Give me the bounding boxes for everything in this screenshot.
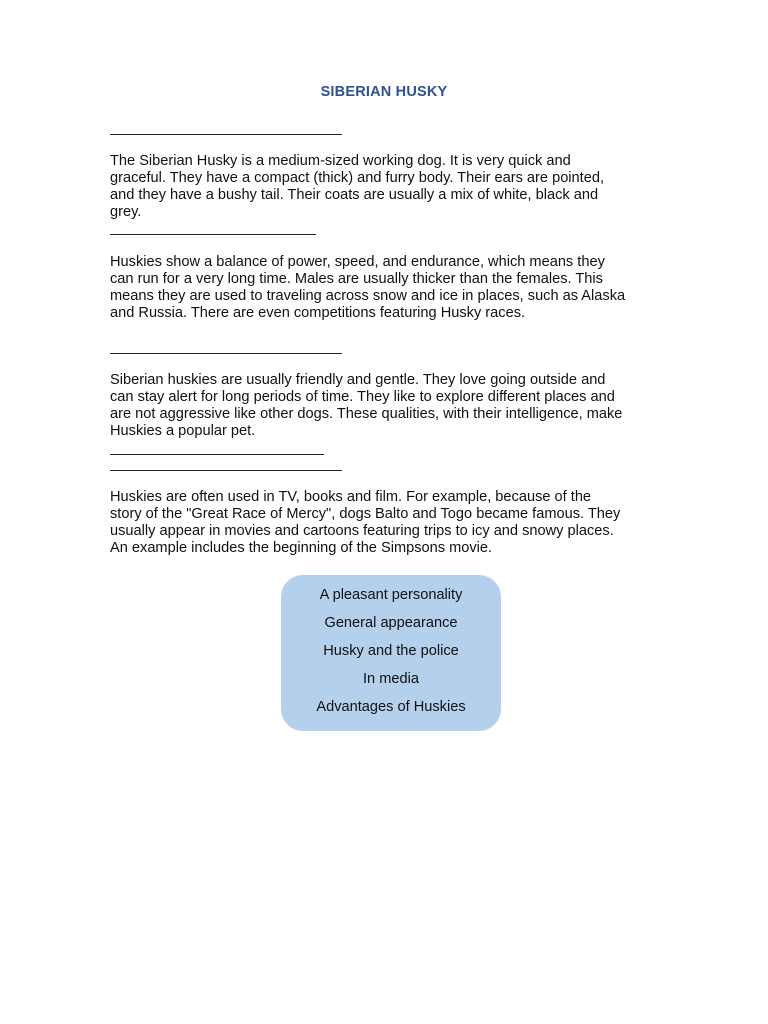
word-bank-item: General appearance — [324, 615, 458, 631]
heading-blank-4 — [110, 454, 324, 455]
paragraph-2 — [110, 254, 670, 322]
paragraph-1 — [110, 153, 670, 221]
word-bank-box — [281, 575, 501, 731]
word-bank-item: A pleasant personality — [319, 587, 463, 603]
paragraph-line: Huskies a popular pet. — [110, 423, 256, 439]
paragraph-line: story of the "Great Race of Mercy", dogs Balto and Togo became famous. They — [110, 506, 621, 522]
paragraph-line: are not aggressive like other dogs. These qualities, with their intelligence, make — [110, 406, 623, 422]
paragraph-line: usually appear in movies and cartoons featuring trips to icy and snowy places. — [110, 523, 614, 539]
heading-blank-3 — [110, 353, 342, 354]
paragraph-line: graceful. They have a compact (thick) and furry body. Their ears are pointed, — [110, 170, 605, 186]
paragraph-line: Huskies show a balance of power, speed, and endurance, which means they — [110, 254, 605, 270]
word-bank-item: Advantages of Huskies — [316, 699, 466, 715]
paragraph-line: can run for a very long time. Males are usually thicker than the females. This — [110, 271, 603, 287]
document-title: SIBERIAN HUSKY — [320, 84, 448, 100]
word-bank-item: In media — [363, 671, 419, 687]
paragraph-line: The Siberian Husky is a medium-sized working dog. It is very quick and — [110, 153, 571, 169]
heading-blank-5 — [110, 470, 342, 471]
paragraph-line: grey. — [110, 204, 142, 220]
paragraph-line: An example includes the beginning of the Simpsons movie. — [110, 540, 493, 556]
heading-blank-2 — [110, 234, 316, 235]
paragraph-3 — [110, 372, 670, 440]
heading-blank-1 — [110, 134, 342, 135]
paragraph-line: and they have a bushy tail. Their coats are usually a mix of white, black and — [110, 187, 599, 203]
word-bank-item: Husky and the police — [323, 643, 459, 659]
paragraph-4 — [110, 489, 670, 557]
paragraph-line: Siberian huskies are usually friendly and gentle. They love going outside and — [110, 372, 606, 388]
paragraph-line: and Russia. There are even competitions featuring Husky races. — [110, 305, 526, 321]
paragraph-line: means they are used to traveling across snow and ice in places, such as Alaska — [110, 288, 626, 304]
paragraph-line: can stay alert for long periods of time. They like to explore different places and — [110, 389, 615, 405]
paragraph-line: Huskies are often used in TV, books and film. For example, because of the — [110, 489, 592, 505]
